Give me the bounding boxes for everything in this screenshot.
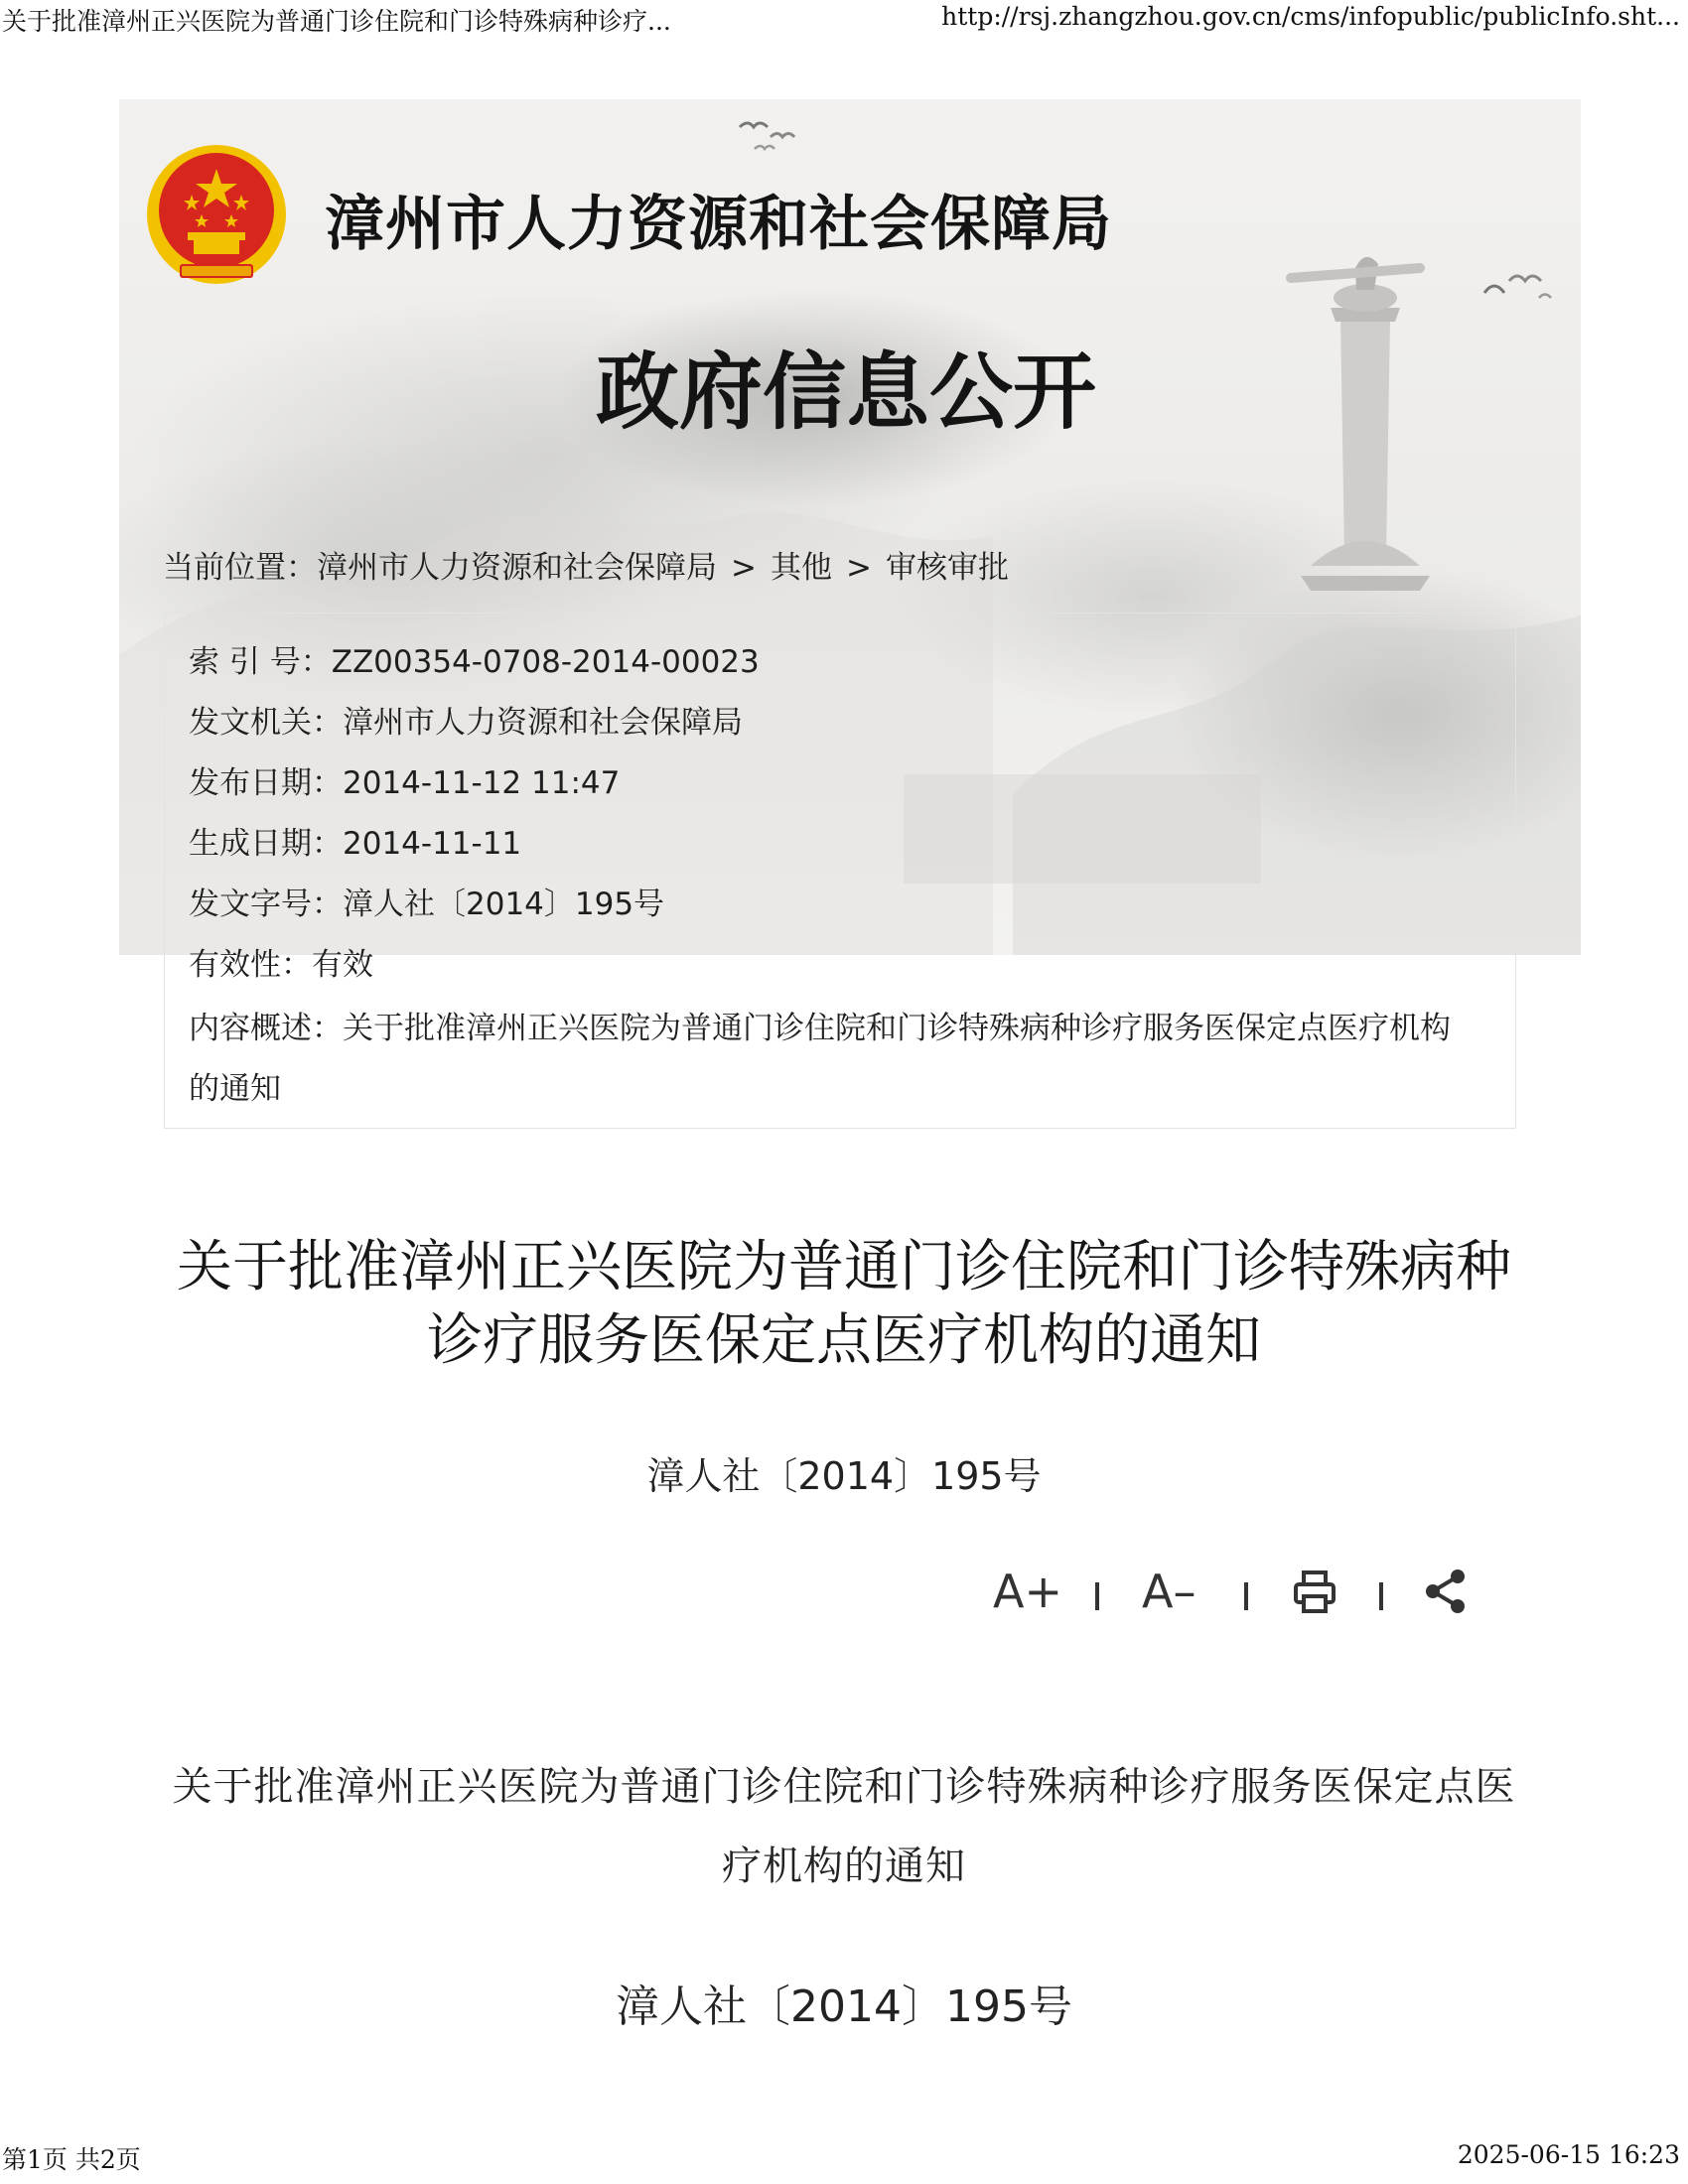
birds-illustration — [735, 107, 814, 167]
body-title: 关于批准漳州正兴医院为普通门诊住院和门诊特殊病种诊疗服务医保定点医疗机构的通知 — [172, 1764, 1516, 1889]
site-name[interactable]: 漳州市人力资源和社会保障局 — [325, 190, 1112, 259]
font-decrease-button[interactable]: A– — [1142, 1565, 1196, 1618]
huabiao-column-illustration — [1271, 199, 1460, 596]
meta-validity: 有效性：有效 — [189, 947, 373, 983]
font-increase-button[interactable]: A+ — [993, 1565, 1063, 1618]
breadcrumb — [163, 542, 1009, 587]
meta-publish-date: 发布日期：2014-11-12 11:47 — [189, 765, 621, 801]
printer-icon[interactable] — [1293, 1570, 1336, 1615]
page-counter: 第1页 共2页 — [2, 2145, 141, 2174]
birds-illustration — [1479, 253, 1569, 313]
toolbar-divider — [1095, 1582, 1099, 1610]
meta-created-date: 生成日期：2014-11-11 — [189, 826, 522, 862]
national-emblem-icon — [142, 139, 291, 298]
print-footer — [0, 2140, 1688, 2176]
body-doc-number: 漳人社〔2014〕195号 — [616, 1981, 1072, 2032]
meta-issuer: 发文机关：漳州市人力资源和社会保障局 — [189, 705, 743, 741]
breadcrumb-prefix: 当前位置： — [163, 550, 317, 586]
breadcrumb-separator: > — [845, 550, 872, 586]
breadcrumb-item-home[interactable]: 漳州市人力资源和社会保障局 — [317, 550, 717, 586]
breadcrumb-separator: > — [731, 550, 757, 586]
meta-index-no: 索 引 号：ZZ00354-0708-2014-00023 — [189, 644, 760, 680]
share-icon[interactable] — [1424, 1569, 1468, 1614]
print-timestamp: 2025-06-15 16:23 — [1457, 2140, 1680, 2169]
breadcrumb-item-approval[interactable]: 审核审批 — [885, 550, 1009, 586]
meta-doc-number: 发文字号：漳人社〔2014〕195号 — [189, 887, 665, 922]
article-doc-number: 漳人社〔2014〕195号 — [646, 1454, 1042, 1498]
meta-summary: 内容概述：关于批准漳州正兴医院为普通门诊住院和门诊特殊病种诊疗服务医保定点医疗机构的通知 — [189, 1011, 1451, 1107]
section-name: 政府信息公开 — [596, 343, 1097, 441]
print-header-title: 关于批准漳州正兴医院为普通门诊住院和门诊特殊病种诊疗... — [2, 7, 671, 36]
article-title: 关于批准漳州正兴医院为普通门诊住院和门诊特殊病种诊疗服务医保定点医疗机构的通知 — [177, 1235, 1511, 1373]
breadcrumb-item-other[interactable]: 其他 — [770, 550, 832, 586]
print-header — [0, 2, 1688, 38]
toolbar-divider — [1379, 1582, 1383, 1610]
toolbar-divider — [1244, 1582, 1248, 1610]
print-header-url: http://rsj.zhangzhou.gov.cn/cms/infopublic/publicInfo.sht... — [941, 2, 1680, 31]
